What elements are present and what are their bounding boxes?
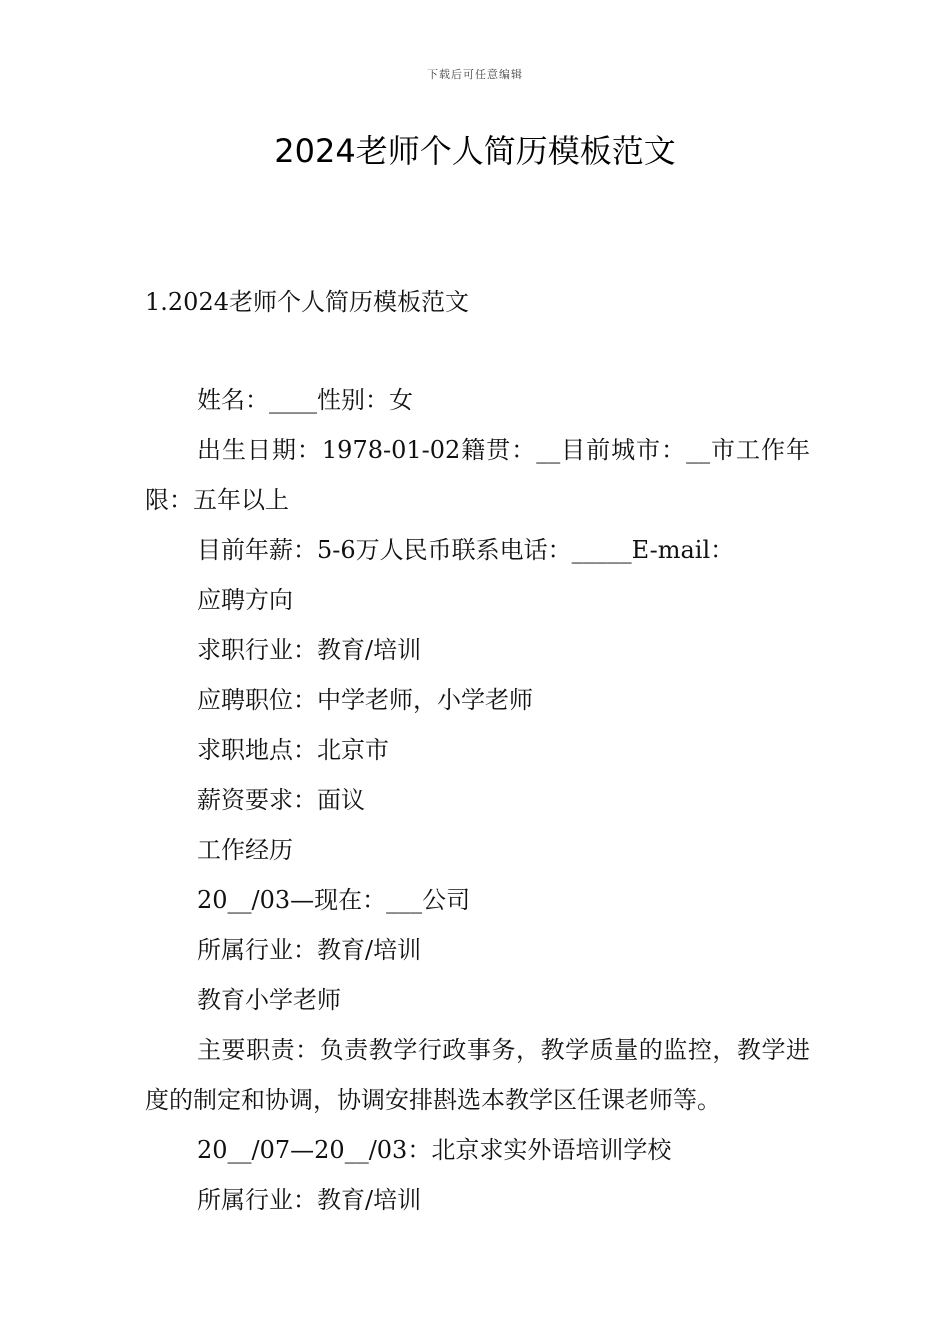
paragraph-job2-industry: 所属行业：教育/培训 <box>197 1186 422 1214</box>
paragraph-name-gender: 姓名：____性别：女 <box>197 386 413 414</box>
paragraph-job1-title: 教育小学老师 <box>197 986 341 1014</box>
paragraph-application-heading: 应聘方向 <box>197 586 293 614</box>
paragraph-work-history-heading: 工作经历 <box>197 836 293 864</box>
paragraph-job1-industry: 所属行业：教育/培训 <box>197 936 422 964</box>
paragraph-job2-period: 20__/07—20__/03：北京求实外语培训学校 <box>197 1136 672 1164</box>
resume-body <box>145 375 810 1225</box>
paragraph-birth-origin: 出生日期：1978-01-02籍贯：__目前城市：__市工作年限：五年以上 <box>145 436 810 514</box>
paragraph-position: 应聘职位：中学老师，小学老师 <box>197 686 533 714</box>
header-note: 下载后可任意编辑 <box>427 68 523 81</box>
document-title: 2024老师个人简历模板范文 <box>274 132 676 170</box>
paragraph-job1-duties: 主要职责：负责教学行政事务，教学质量的监控，教学进度的制定和协调，协调安排斟选本教学区任课老师等。 <box>145 1036 810 1114</box>
paragraph-industry: 求职行业：教育/培训 <box>197 636 422 664</box>
section-heading: 1.2024老师个人简历模板范文 <box>145 288 469 316</box>
paragraph-job1-period: 20__/03—现在：___公司 <box>197 886 471 914</box>
paragraph-location: 求职地点：北京市 <box>197 736 389 764</box>
paragraph-salary-contact: 目前年薪：5-6万人民币联系电话：_____E-mail： <box>197 536 735 564</box>
paragraph-salary-requirement: 薪资要求：面议 <box>197 786 365 814</box>
